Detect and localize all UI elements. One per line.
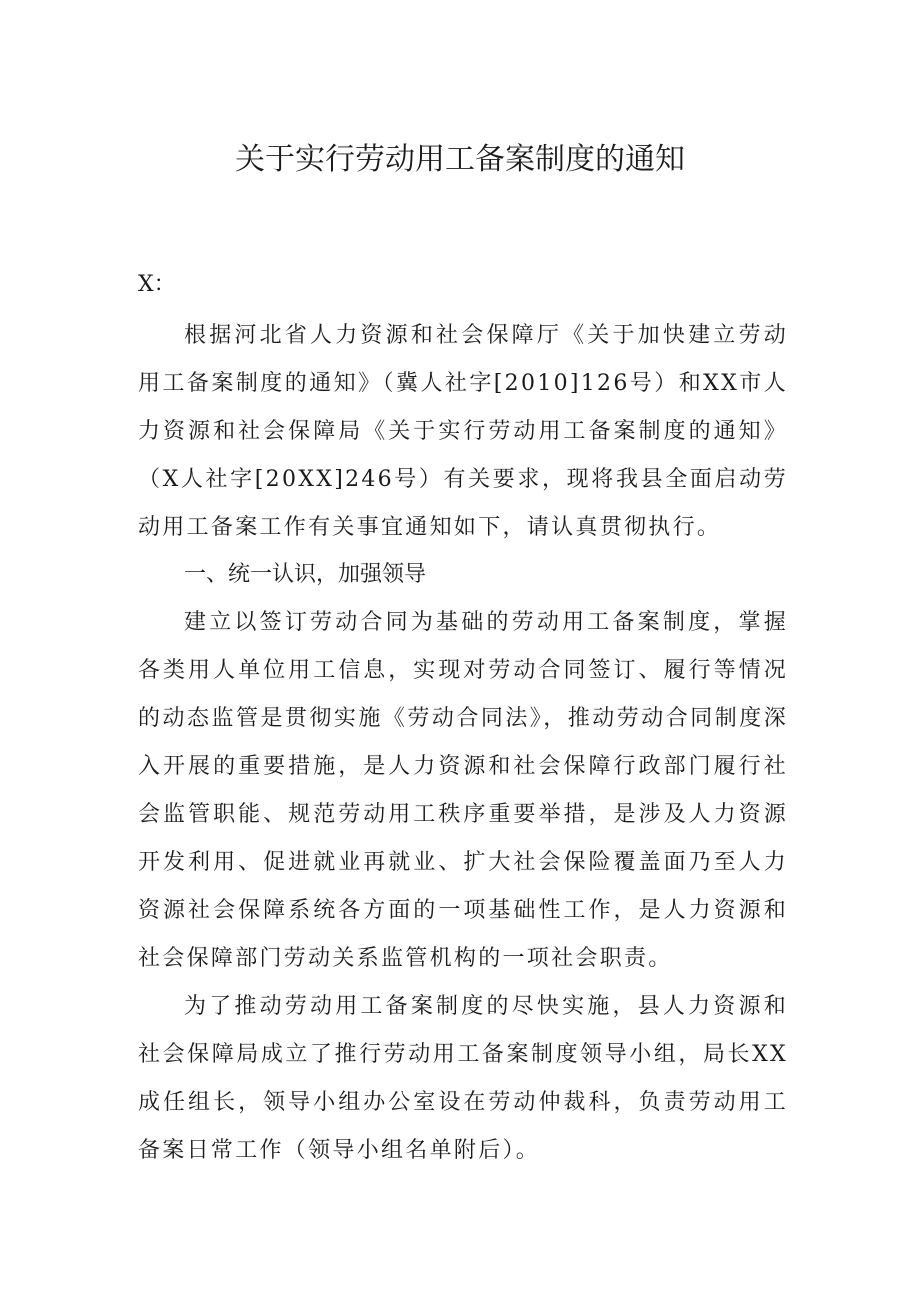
- paragraph-intro: 根据河北省人力资源和社会保障厅《关于加快建立劳动用工备案制度的通知》（冀人社字[2010]126号）和XX市人力资源和社会保障局《关于实行劳动用工备案制度的通知》（X人社字[20XX]246号）有关要求，现将我县全面启动劳动用工备案工作有关事宜通知如下，请认真贯彻执行。: [138, 323, 788, 540]
- salutation: X：: [138, 272, 176, 297]
- section-heading-unify-understanding: 一、统一认识，加强领导: [184, 562, 427, 587]
- paragraph-leadership-group: 为了推动劳动用工备案制度的尽快实施，县人力资源和社会保障局成立了推行劳动用工备案制度领导小组，局长XX成任组长，领导小组办公室设在劳动仲裁科，负责劳动用工备案日常工作（领导小组名单附后）。: [138, 994, 788, 1163]
- paragraph-filing-system-importance: 建立以签订劳动合同为基础的劳动用工备案制度，掌握各类用人单位用工信息，实现对劳动合同签订、履行等情况的动态监管是贯彻实施《劳动合同法》，推动劳动合同制度深入开展的重要措施，是人力资源和社会保障行政部门履行社会监管职能、规范劳动用工秩序重要举措，是涉及人力资源开发利用、促进就业再就业、扩大社会保险覆盖面乃至人力资源社会保障系统各方面的一项基础性工作，是人力资源和社会保障部门劳动关系监管机构的一项社会职责。: [138, 610, 788, 971]
- document-title: 关于实行劳动用工备案制度的通知: [235, 142, 685, 177]
